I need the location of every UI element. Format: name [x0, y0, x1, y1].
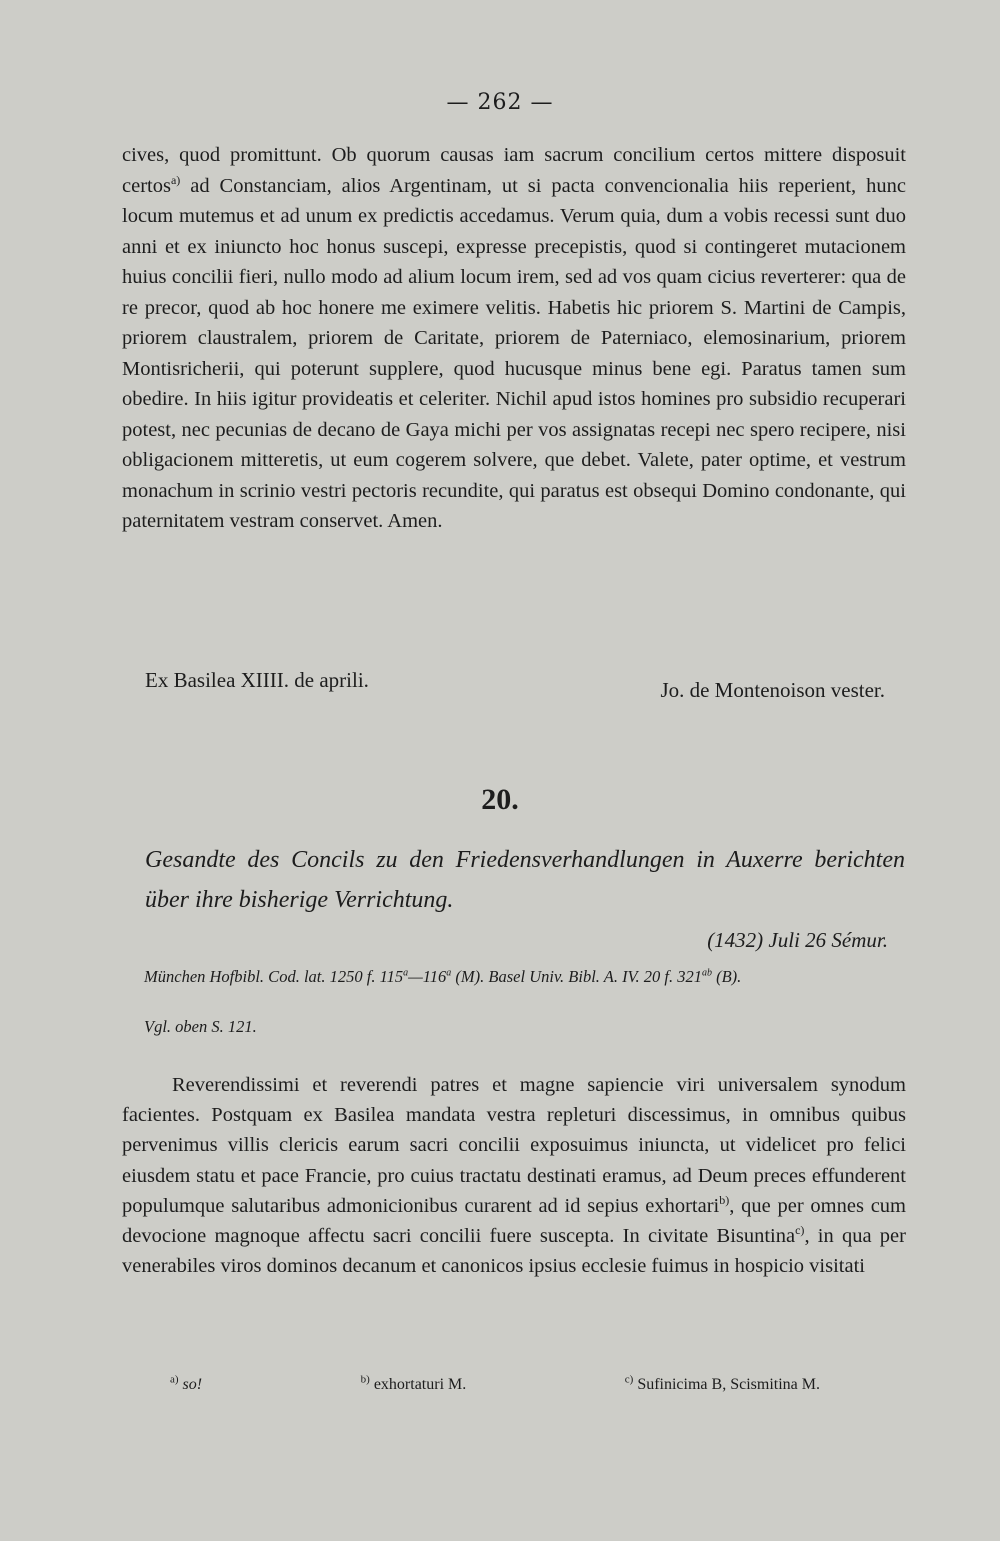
source-text: München Hofbibl. Cod. lat. 1250 f. 115: [144, 967, 404, 986]
letter-continuation-text: [122, 140, 906, 537]
text-segment: Reverendissimi et reverendi patres et magne sapiencie viri universalem synodum facientes. Postquam ex Basilea mandata vestra repleturi discessimus, in omnibus quibus pervenimus villis clericis earum sacri concilii exposuimus iniuncta, ut videlicet pro felici eiusdem statu et pace Francie, pro cuius tractatu destinati eramus, ad Deum preces effunderent populumque salutaribus admonicionibus curarent ad id sepius exhortari: [122, 1074, 906, 1217]
source-text: —116: [408, 967, 447, 986]
footnote-ref-a: a): [170, 172, 181, 187]
source-sup: a: [403, 967, 409, 979]
text-segment: , que per omnes cum devocione magnoque affectu sacri concilii fuere suscepta. In civitate Bisuntina: [122, 1194, 906, 1248]
source-sup: a: [446, 967, 452, 979]
footnote-text: exhortaturi M.: [373, 1376, 467, 1393]
letter-body: [122, 1070, 906, 1281]
footnote-mark: a): [170, 1373, 179, 1386]
text-segment: , in qua per venerabiles viros dominos decanum et canonicos ipsius ecclesie fuimus in hospicio visitati: [122, 1225, 906, 1278]
source-reference: [144, 965, 904, 989]
text-segment: ad Constanciam, alios Argentinam, ut si pacta convencionalia hiis reperient, hunc locum mutemus et ad unum ex predictis accedamus. Verum quia, dum a vobis recessi sunt duo anni et ex iniuncto hoc honus suscepi, expresse precepistis, quod si contingeret mutacionem huius concilii fieri, nullo modo ad alium locum irem, sed ad vos quam cicius reverterer: qua de re precor, quod ab hoc honere me eximere velitis. Habetis hic priorem S. Martini de Campis, priorem claustralem, priorem de Caritate, priorem de Paterniaco, elemosinarium, priorem Montisricherii, qui poterunt supplere, quod hucusque minus bene egi. Paratus tamen sum obedire. In hiis igitur provideatis et celeriter. Nichil apud istos homines pro subsidio recuperari potest, nec pecunias de decano de Gaya michi per vos assignatas recepi nec spero recipere, nisi obligacionem mitteretis, ut eum cogerem solvere, que debet. Valete, pater optime, et vestrum monachum in scrinio vestri pectoris recundite, qui paratus est obsequi Domino condonante, qui paternitatem vestram conservet. Amen.: [122, 174, 906, 532]
place-date: Ex Basilea XIIII. de aprili.: [145, 668, 369, 692]
footnotes: [170, 1373, 820, 1394]
footnote-a: [170, 1373, 203, 1394]
footnote-ref-b: b): [719, 1192, 730, 1207]
document-title: Gesandte des Concils zu den Friedensverhandlungen in Auxerre berichten über ihre bisherige Verrichtung.: [145, 847, 905, 913]
footnote-b: [360, 1373, 467, 1394]
source-text: (M). Basel Univ. Bibl. A. IV. 20 f. 321: [451, 967, 702, 986]
footnote-c: [624, 1373, 820, 1394]
document-date: (1432) Juli 26 Sémur.: [707, 928, 888, 952]
footnote-mark: b): [360, 1373, 370, 1386]
cross-reference: Vgl. oben S. 121.: [144, 1017, 257, 1036]
text-segment: cives, quod promittunt. Ob quorum causas iam sacrum concilium certos mittere disposuit certos: [122, 144, 906, 197]
letter-body-text: [122, 1070, 906, 1281]
page-number: — 262 —: [446, 90, 554, 115]
signature: Jo. de Montenoison vester.: [660, 678, 885, 702]
document-number: 20.: [481, 783, 519, 816]
letter-continuation: [122, 140, 906, 537]
source-text: (B).: [711, 967, 742, 986]
footnote-text: Sufinicima B, Scismitina M.: [637, 1376, 820, 1393]
footnote-text: so!: [182, 1376, 203, 1393]
source-sup: ab: [701, 967, 712, 979]
footnote-ref-c: c): [795, 1223, 805, 1238]
footnote-mark: c): [624, 1373, 634, 1386]
